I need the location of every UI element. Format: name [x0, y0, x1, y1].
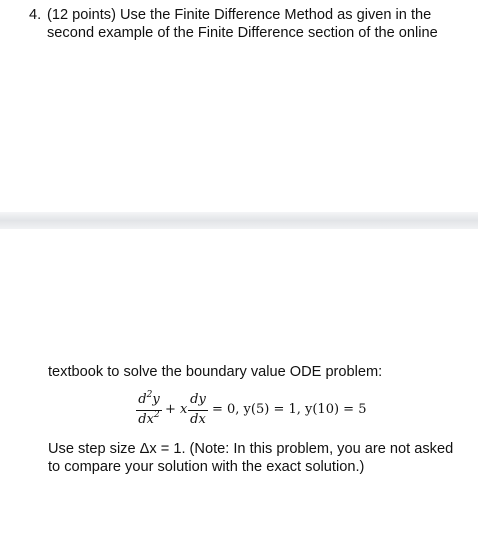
question-text [47, 6, 462, 42]
note-line-2: to compare your solution with the exact solution.) [48, 459, 365, 475]
frac2-bar [188, 410, 208, 411]
frac1-numerator: $d^2y$ [138, 390, 160, 407]
page-divider [0, 212, 478, 229]
note-line-1: Use step size Δx = 1. (Note: In this problem, you are not asked [48, 441, 454, 457]
question-number: 4. [29, 7, 42, 23]
page-bottom [0, 229, 478, 534]
question-line-1-text: Use the Finite Difference Method as given in the [120, 7, 432, 23]
frac1-denominator: $dx^2$ [138, 410, 160, 427]
frac2-denominator: dx [190, 412, 206, 427]
question-line-2: second example of the Finite Difference section of the online [47, 25, 438, 41]
question-points: (12 points) [47, 7, 116, 23]
ode-equation [136, 392, 376, 432]
continuation-text: textbook to solve the boundary value ODE problem: [48, 364, 383, 380]
question-line-1 [47, 6, 462, 24]
boundary-conditions: = 0, y(5) = 1, y(10) = 5 [212, 402, 367, 417]
frac2-numerator: dy [190, 392, 206, 407]
plus-x-term: + x [165, 402, 188, 417]
